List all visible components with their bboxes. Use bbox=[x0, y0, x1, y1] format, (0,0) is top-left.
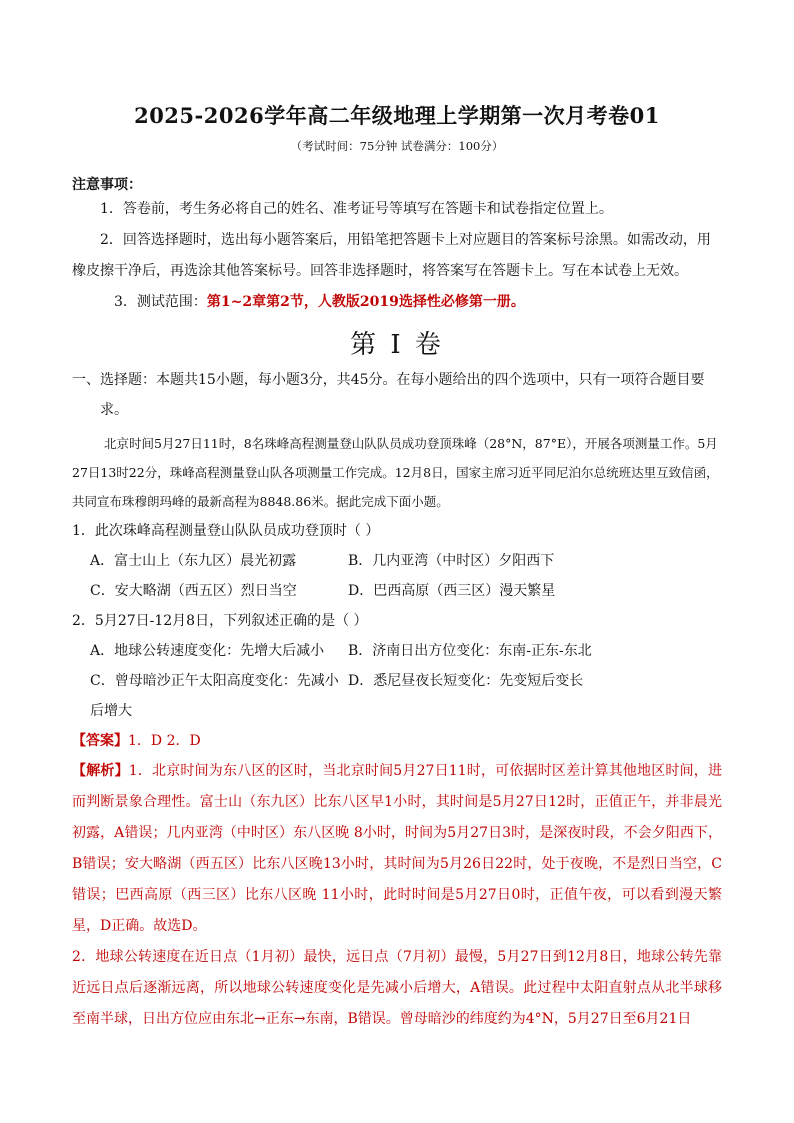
notice-item-3-prefix: 3．测试范围： bbox=[114, 294, 207, 310]
test-scope: 第1~2章第2节，人教版2019选择性必修第一册。 bbox=[206, 294, 525, 310]
exam-title: 2025-2026学年高二年级地理上学期第一次月考卷01 bbox=[134, 103, 660, 128]
answer-tag: 【答案】 bbox=[72, 733, 128, 749]
option-1d: D．巴西高原（西三区）漫天繁星 bbox=[348, 583, 556, 599]
analysis-1 bbox=[72, 756, 722, 942]
reading-material: 北京时间5月27日11时，8名珠峰高程测量登山队队员成功登顶珠峰（28°N，87°E），开展各项测量工作。5月27日13时22分，珠峰高程测量登山队各项测量工作完成。12月8日，国家主席习近平同尼泊尔总统班达里互致信函，共同宣布珠穆朗玛峰的最新高程为8848.86米。据此完成下面小题。 bbox=[72, 436, 719, 509]
notice-item-1: 1．答卷前，考生务必将自己的姓名、准考证号等填写在答题卡和试卷指定位置上。 bbox=[100, 201, 613, 217]
question-2-stem: 2．5月27日-12月8日，下列叙述正确的是（ ） bbox=[72, 613, 368, 629]
option-2a: A．地球公转速度变化：先增大后减小 bbox=[90, 643, 325, 659]
analysis-2: 2．地球公转速度在近日点（1月初）最快，远日点（7月初）最慢，5月27日到12月8日，地球公转先靠近远日点后逐渐远离，所以地球公转速度变化是先减小后增大，A错误。此过程中太阳直射点从北半球移至南半球，日出方位应由东北→正东→东南，B错误。曾母暗沙的纬度约为4°N，5月27日至6月21日 bbox=[72, 949, 722, 1027]
question-1-options bbox=[72, 546, 722, 606]
option-1a: A．富士山上（东九区）晨光初露 bbox=[90, 553, 297, 569]
analysis-1-text: 1．北京时间为东八区的区时，当北京时间5月27日11时，可依据时区差计算其他地区时间，进而判断景象合理性。富士山（东九区）比东八区早1小时，其时间是5月27日12时，正值正午，并非晨光初露，A错误；几内亚湾（中时区）东八区晚 8小时，时间为5月27日3时，是深夜时段，不会夕阳西下，B错误；安大略湖（西五区）比东八区晚13小时，其时间为5月26日22时，处于夜晚，不是烈日当空，C错误；巴西高原（西三区）比东八区晚 11小时，此时时间是5月27日0时，正值午夜，可以看到漫天繁星，D正确。故选D。 bbox=[72, 763, 722, 934]
option-1b: B．几内亚湾（中时区）夕阳西下 bbox=[348, 553, 555, 569]
section-intro: 一、选择题：本题共15小题，每小题3分，共45分。在每小题给出的四个选项中，只有一项符合题目要求。 bbox=[72, 372, 705, 418]
option-1c: C．安大略湖（西五区）烈日当空 bbox=[90, 583, 297, 599]
notice-item-2: 2．回答选择题时，选出每小题答案后，用铅笔把答题卡上对应题目的答案标号涂黑。如需改动，用橡皮擦干净后，再选涂其他答案标号。回答非选择题时，将答案写在答题卡上。写在本试卷上无效。 bbox=[72, 232, 711, 279]
question-1-stem: 1．此次珠峰高程测量登山队队员成功登顶时（ ） bbox=[72, 523, 380, 539]
answer-line bbox=[72, 726, 722, 756]
analysis-tag: 【解析】 bbox=[72, 763, 129, 779]
section-title: 第 I 卷 bbox=[350, 330, 444, 360]
notice-item-3 bbox=[72, 287, 722, 318]
option-2b: B．济南日出方位变化：东南-正东-东北 bbox=[348, 643, 592, 659]
exam-subtitle: （考试时间：75分钟 试卷满分：100分） bbox=[290, 139, 504, 153]
answer-text: 1．D 2．D bbox=[128, 733, 201, 749]
option-2d: D．悉尼昼夜长短变化：先变短后变长 bbox=[348, 673, 584, 689]
notice-heading: 注意事项： bbox=[72, 177, 142, 193]
option-2c: C．曾母暗沙正午太阳高度变化：先减小后增大 bbox=[90, 673, 339, 719]
question-2-options bbox=[72, 636, 722, 726]
